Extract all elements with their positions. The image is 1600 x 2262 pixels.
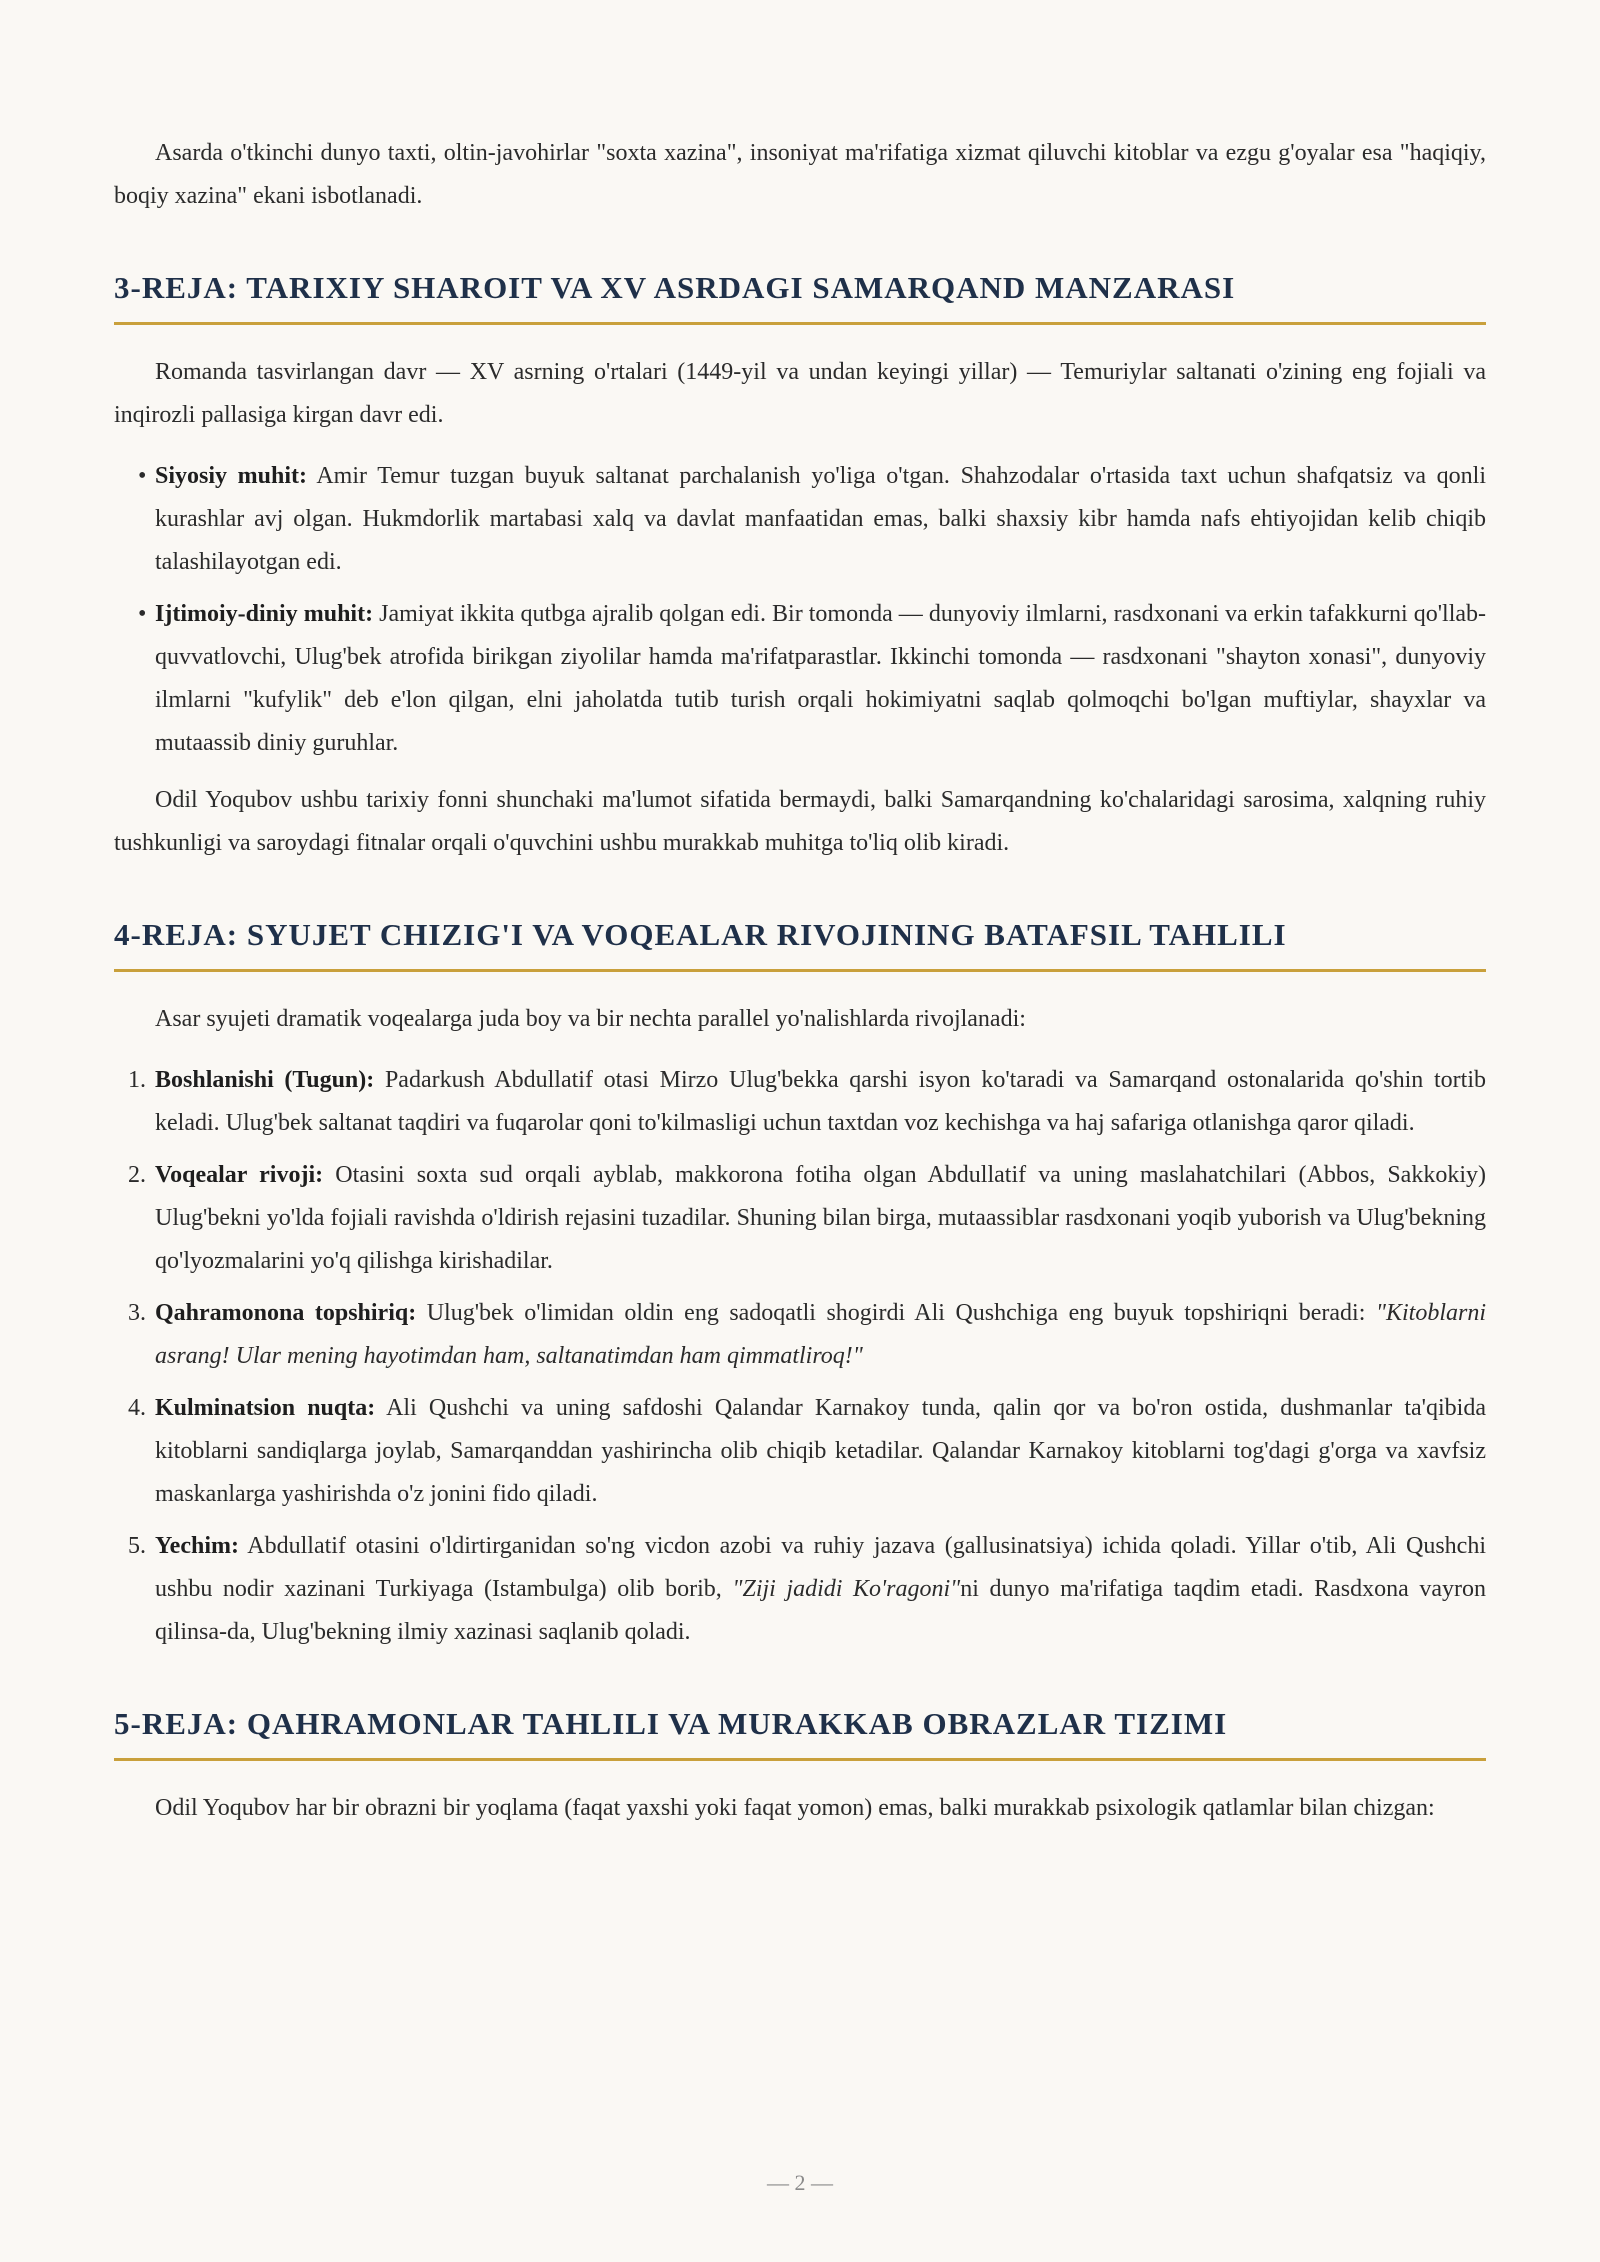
item-lead: Boshlanishi (Tugun): — [155, 1067, 375, 1093]
section-3-paragraph-2: Odil Yoqubov ushbu tarixiy fonni shunchaki ma'lumot sifatida bermaydi, balki Samarqandning ko'chalaridagi sarosima, xalqning ruhiy tushkunligi va saroydagi fitnalar orqali o'quvchini ushbu murakkab muhitga to'liq olib kiradi. — [114, 787, 1486, 856]
section-3-bullet-list — [114, 455, 1486, 765]
bullet-item — [138, 455, 1486, 584]
section-5-paragraph-1: Odil Yoqubov har bir obrazni bir yoqlama (faqat yaxshi yoki faqat yomon) emas, balki murakkab psixologik qatlamlar bilan chizgan: — [155, 1795, 1435, 1821]
numbered-item — [128, 1387, 1486, 1516]
item-text: Ali Qushchi va uning safdoshi Qalandar Karnakoy tunda, qalin qor va bo'ron ostida, dushmanlar ta'qibida kitoblarni sandiqlarga joylab, Samarqanddan yashirincha olib chiqib ketadilar. Qalandar Karnakoy kitoblarni tog'dagi g'orga va xavfsiz maskanlarga yashirishda o'z jonini fido qiladi. — [155, 1395, 1486, 1507]
item-lead: Yechim: — [155, 1533, 239, 1559]
section-5-heading: 5-REJA: QAHRAMONLAR TAHLILI VA MURAKKAB OBRAZLAR TIZIMI — [114, 1704, 1486, 1761]
numbered-item — [128, 1154, 1486, 1283]
section-4-paragraph-1: Asar syujeti dramatik voqealarga juda boy va bir nechta parallel yo'nalishlarda rivojlanadi: — [155, 1006, 1026, 1032]
item-lead: Voqealar rivoji: — [155, 1162, 324, 1188]
section-3-heading: 3-REJA: TARIXIY SHAROIT VA XV ASRDAGI SAMARQAND MANZARASI — [114, 268, 1486, 325]
document-page — [114, 132, 1486, 1848]
page-number: — 2 — — [767, 2170, 833, 2195]
item-text: Padarkush Abdullatif otasi Mirzo Ulug'bekka qarshi isyon ko'taradi va Samarqand ostonalarida qo'shin tortib keladi. Ulug'bek saltanat taqdiri va fuqarolar qoni to'kilmasligi uchun taxtdan voz kechishga va haj safariga otlanishga qaror qiladi. — [155, 1067, 1486, 1136]
bullet-text: Amir Temur tuzgan buyuk saltanat parchalanish yo'liga o'tgan. Shahzodalar o'rtasida taxt uchun shafqatsiz va qonli kurashlar avj olgan. Hukmdorlik martabasi xalq va davlat manfaatidan emas, balki shaxsiy kibr hamda nafs ehtiyojidan kelib chiqib talashilayotgan edi. — [155, 463, 1486, 575]
item-text: Otasini soxta sud orqali ayblab, makkorona fotiha olgan Abdullatif va uning maslahatchilari (Abbos, Sakkokiy) Ulug'bekni yo'lda fojiali ravishda o'ldirish rejasini tuzadilar. Shuning bilan birga, mutaassiblar rasdxonani yoqib yuborish va Ulug'bekning qo'lyozmalarini yo'q qilishga kirishadilar. — [155, 1162, 1486, 1274]
numbered-item — [128, 1292, 1486, 1378]
section-3-paragraph-1: Romanda tasvirlangan davr — XV asrning o'rtalari (1449-yil va undan keyingi yillar) — Temuriylar saltanati o'zining eng fojiali va inqirozli pallasiga kirgan davr edi. — [114, 359, 1486, 428]
item-number: 2. — [128, 1162, 146, 1188]
item-text: Abdullatif otasini o'ldirtirganidan so'ng vicdon azobi va ruhiy jazava (gallusinatsiya) ichida qoladi. Yillar o'tib, Ali Qushchi ushbu nodir xazinani Turkiyaga (Istambulga) olib borib, — [155, 1533, 1486, 1602]
item-text: Ulug'bek o'limidan oldin eng sadoqatli shogirdi Ali Qushchiga eng buyuk topshiriqni beradi: — [416, 1300, 1376, 1326]
section-4-numbered-list — [114, 1059, 1486, 1654]
section-4-heading: 4-REJA: SYUJET CHIZIG'I VA VOQEALAR RIVOJINING BATAFSIL TAHLILI — [114, 915, 1486, 972]
bullet-icon: • — [138, 463, 147, 489]
item-number: 5. — [128, 1533, 146, 1559]
bullet-text: Jamiyat ikkita qutbga ajralib qolgan edi. Bir tomonda — dunyoviy ilmlarni, rasdxonani va erkin tafakkurni qo'llab-quvvatlovchi, Ulug'bek atrofida birikgan ziyolilar hamda ma'rifatparastlar. Ikkinchi tomonda — rasdxonani "shayton xonasi", dunyoviy ilmlarni "kufylik" deb e'lon qilgan, elni jaholatda tutib turish orqali hokimiyatni saqlab qolmoqchi bo'lgan muftiylar, shayxlar va mutaassib diniy guruhlar. — [155, 601, 1487, 756]
item-quote: "Kitoblarni asrang! Ular mening hayotimdan ham, saltanatimdan ham qimmatliroq!" — [155, 1300, 1486, 1369]
bullet-item — [138, 593, 1487, 765]
intro-paragraph: Asarda o'tkinchi dunyo taxti, oltin-javohirlar "soxta xazina", insoniyat ma'rifatiga xizmat qiluvchi kitoblar va ezgu g'oyalar esa "haqiqiy, boqiy xazina" ekani isbotlanadi. — [114, 140, 1486, 209]
item-tail: ni dunyo ma'rifatiga taqdim etadi. Rasdxona vayron qilinsa-da, Ulug'bekning ilmiy xazinasi saqlanib qoladi. — [155, 1576, 1486, 1645]
numbered-item — [128, 1525, 1486, 1654]
item-number: 1. — [128, 1067, 146, 1093]
item-number: 3. — [128, 1300, 146, 1326]
bullet-lead: Siyosiy muhit: — [155, 463, 308, 489]
bullet-lead: Ijtimoiy-diniy muhit: — [155, 601, 374, 627]
item-lead: Qahramonona topshiriq: — [155, 1300, 417, 1326]
item-lead: Kulminatsion nuqta: — [155, 1395, 376, 1421]
item-number: 4. — [128, 1395, 146, 1421]
numbered-item — [128, 1059, 1486, 1145]
item-quote: "Ziji jadidi Ko'ragoni" — [732, 1576, 961, 1602]
bullet-icon: • — [138, 601, 147, 627]
